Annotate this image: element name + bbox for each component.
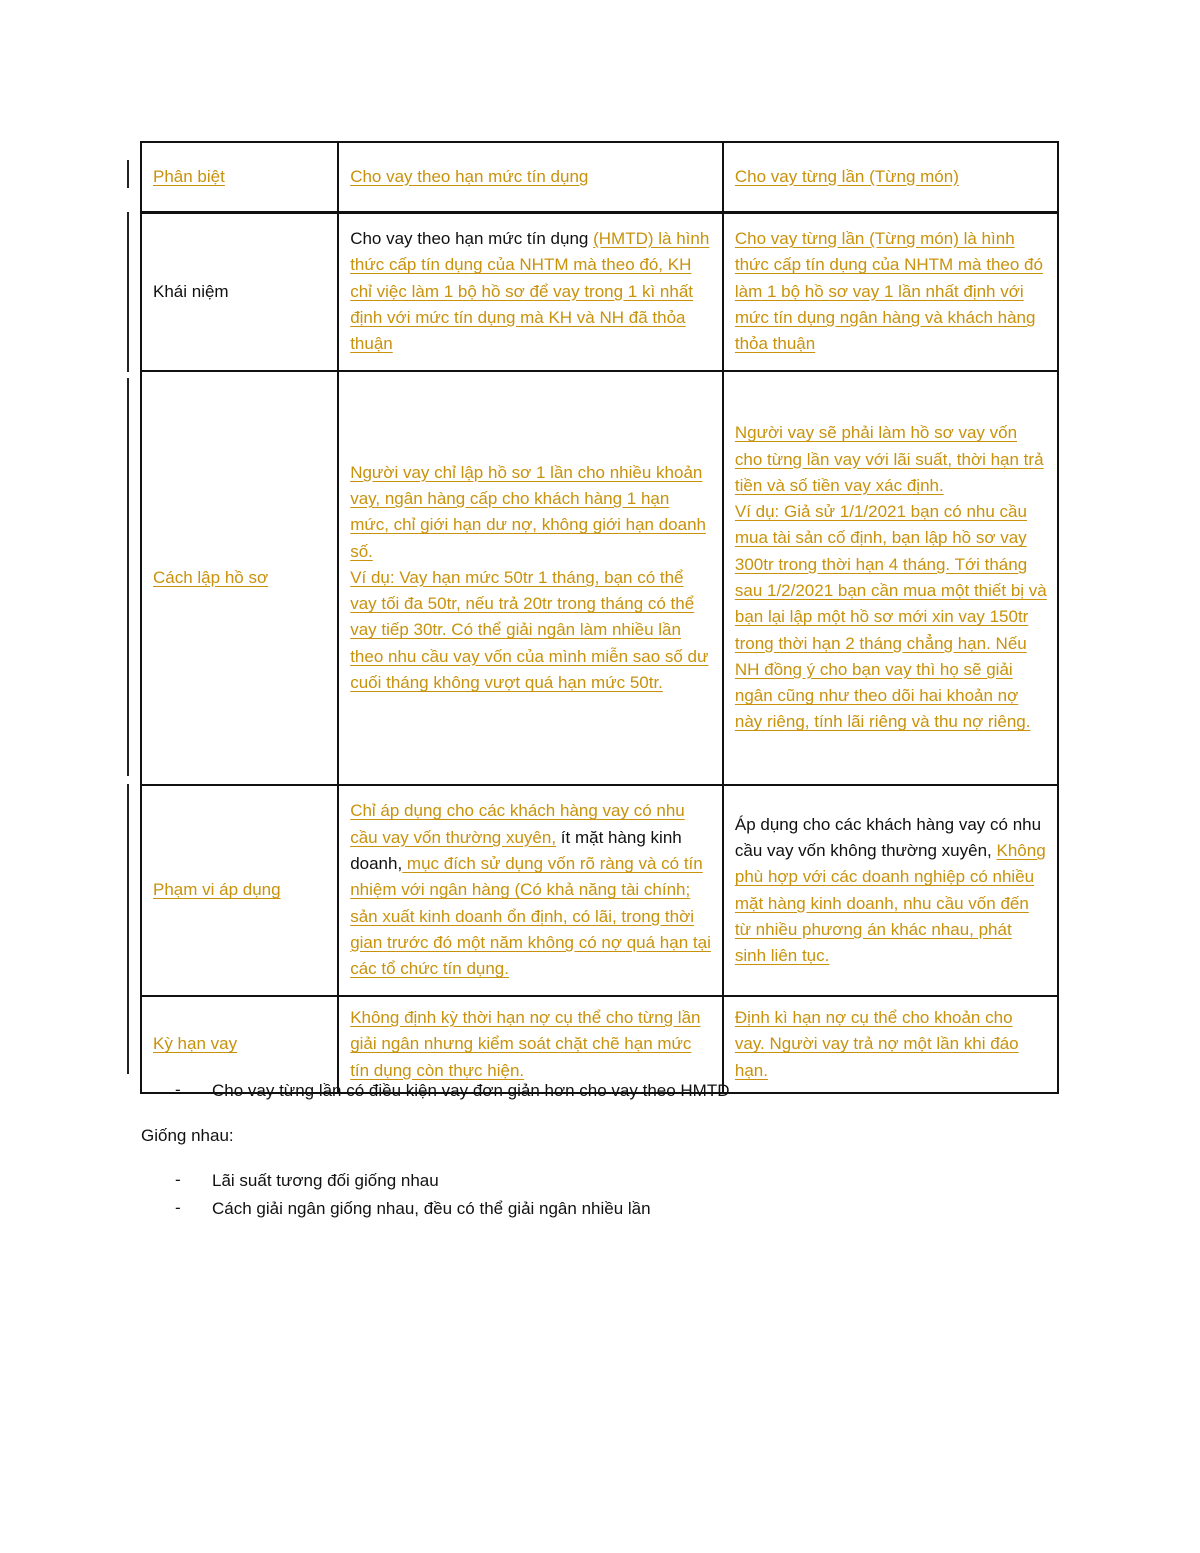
hmtd-cell: Người vay chỉ lập hồ sơ 1 lần cho nhiều khoản vay, ngân hàng cấp cho khách hàng 1 hạn mức, chỉ giới hạn dư nợ, không giới hạn doanh số. Ví dụ: Vay hạn mức 50tr 1 tháng, bạn có thể vay tối đa 50tr, nếu trả 20tr trong tháng có thể vay tiếp 30tr. Có thể giải ngân làm nhiều lần theo nhu cầu vay vốn của mình miễn sao số dư cuối tháng không vượt quá hạn mức 50tr. — [338, 371, 723, 785]
table-row — [141, 371, 1058, 785]
tunglan-cell: Định kì hạn nợ cụ thể cho khoản cho vay. Người vay trả nợ một lần khi đáo hạn. — [723, 996, 1058, 1093]
tunglan-cell: Người vay sẽ phải làm hồ sơ vay vốn cho từng lần vay với lãi suất, thời hạn trả tiền và số tiền vay xác định. Ví dụ: Giả sử 1/1/2021 bạn có nhu cầu mua tài sản cố định, bạn lập hồ sơ vay 300tr trong thời hạn 4 tháng. Tới tháng sau 1/2/2021 bạn cần mua một thiết bị và bạn lại lập một hồ sơ mới xin vay 150tr trong thời hạn 2 tháng chẳng hạn. Nếu NH đồng ý cho bạn vay thì họ sẽ giải ngân cũng như theo dõi hai khoản nợ này riêng, tính lãi riêng và thu nợ riêng. — [723, 371, 1058, 785]
table-header-row — [141, 142, 1058, 212]
row-label: Kỳ hạn vay — [141, 996, 338, 1093]
table-row — [141, 212, 1058, 371]
row-label: Cách lập hồ sơ — [141, 371, 338, 785]
header-cell: Cho vay từng lần (Từng món) — [723, 142, 1058, 212]
comparison-table — [140, 141, 1059, 1094]
tunglan-cell: Áp dụng cho các khách hàng vay có nhu cầu vay vốn không thường xuyên, Không phù hợp với các doanh nghiệp có nhiều mặt hàng kinh doanh, nhu cầu vốn đến từ nhiều phương án khác nhau, phát sinh liên tục. — [723, 785, 1058, 996]
header-cell: Cho vay theo hạn mức tín dụng — [338, 142, 723, 212]
hmtd-cell: Chỉ áp dụng cho các khách hàng vay có nhu cầu vay vốn thường xuyên, ít mặt hàng kinh doanh, mục đích sử dụng vốn rõ ràng và có tín nhiệm với ngân hàng (Có khả năng tài chính; sản xuất kinh doanh ổn định, có lãi, trong thời gian trước đó một năm không có nợ quá hạn tại các tổ chức tín dụng. — [338, 785, 723, 996]
similarity-item: Lãi suất tương đối giống nhau — [212, 1171, 439, 1190]
tunglan-cell: Cho vay từng lần (Từng món) là hình thức cấp tín dụng của NHTM mà theo đó làm 1 bộ hồ sơ vay 1 lần nhất định với mức tín dụng ngân hàng và khách hàng thỏa thuận — [723, 212, 1058, 371]
similarities-heading: Giống nhau: — [141, 1126, 234, 1145]
change-bar — [127, 212, 129, 372]
bullet-dash: - — [175, 1080, 181, 1099]
table-row — [141, 785, 1058, 996]
row-label: Khái niệm — [141, 212, 338, 371]
change-bar — [127, 160, 129, 188]
change-bar — [127, 784, 129, 1074]
hmtd-cell: Không định kỳ thời hạn nợ cụ thể cho từng lần giải ngân nhưng kiểm soát chặt chẽ hạn mức tín dụng còn thực hiện. — [338, 996, 723, 1093]
row-label: Phạm vi áp dụng — [141, 785, 338, 996]
similarity-item: Cách giải ngân giống nhau, đều có thể giải ngân nhiều lần — [212, 1199, 651, 1218]
header-cell: Phân biệt — [141, 142, 338, 212]
change-bar — [127, 378, 129, 776]
bullet-dash: - — [175, 1170, 181, 1189]
bullet-dash: - — [175, 1198, 181, 1217]
difference-note: Cho vay từng lần có điều kiện vay đơn giản hơn cho vay theo HMTD — [212, 1081, 730, 1100]
hmtd-cell: Cho vay theo hạn mức tín dụng (HMTD) là hình thức cấp tín dụng của NHTM mà theo đó, KH chỉ việc làm 1 bộ hồ sơ để vay trong 1 kì nhất định với mức tín dụng mà KH và NH đã thỏa thuận — [338, 212, 723, 371]
